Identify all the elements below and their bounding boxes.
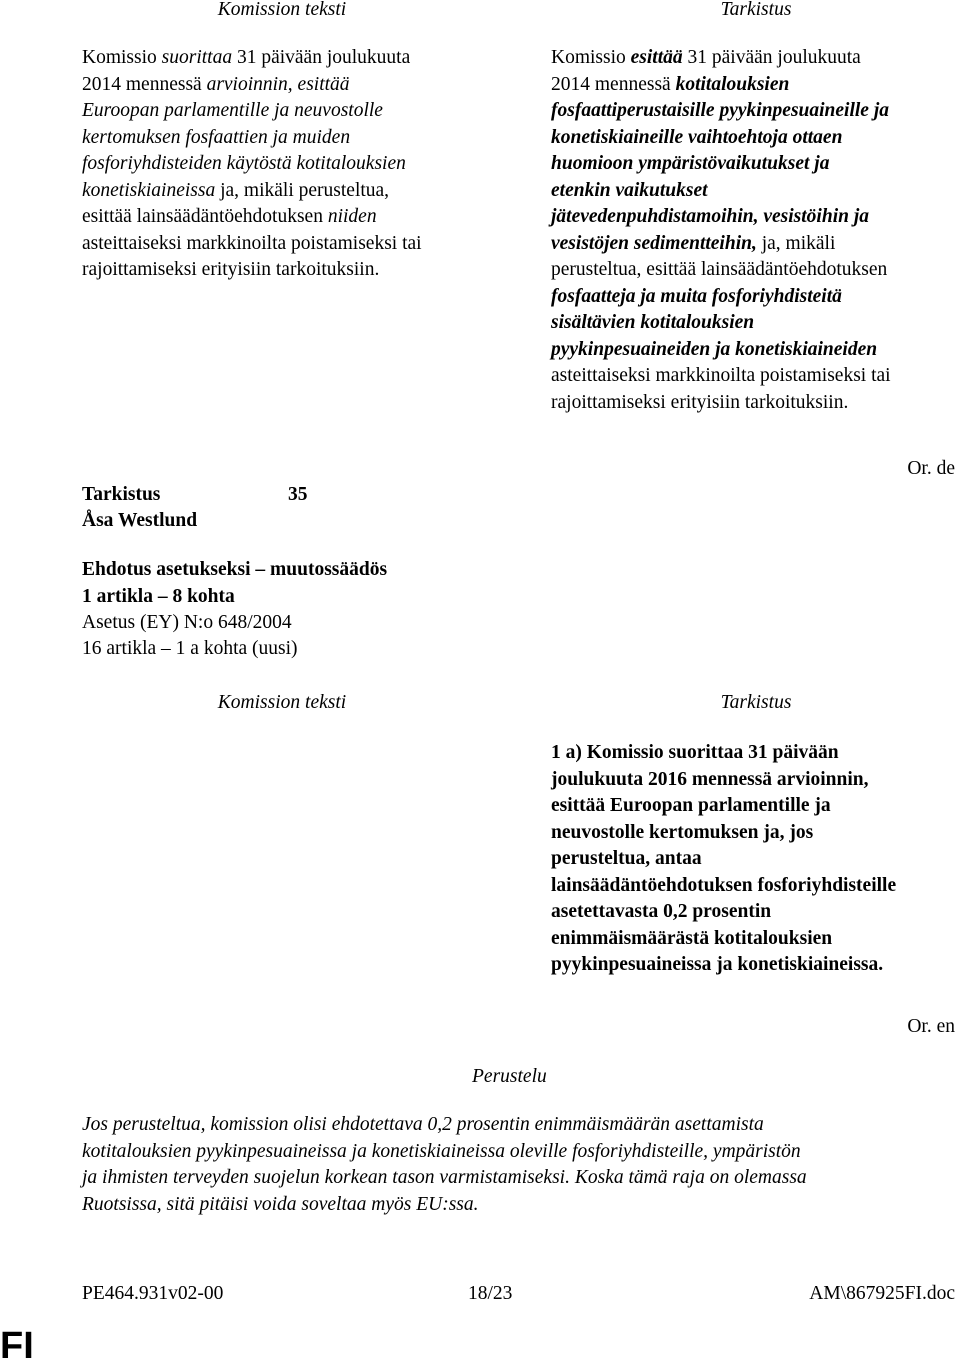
top-right-column-text (551, 45, 941, 416)
text-line (82, 231, 472, 258)
text-line (551, 178, 941, 205)
bottom-left-header: Komission teksti (217, 692, 347, 713)
text-line: asetettavasta 0,2 prosentin (551, 901, 772, 922)
text-line (82, 45, 472, 72)
text-segment: kertomuksen fosfaattien ja muiden (82, 126, 351, 148)
language-code: FI (0, 1325, 34, 1367)
text-line (82, 178, 472, 205)
text-line (551, 310, 941, 337)
text-line (551, 257, 941, 284)
amendment-number: 35 (288, 484, 308, 505)
text-segment: asteittaiseksi markkinoilta poistamiseksi tai (82, 232, 422, 254)
text-line (82, 204, 472, 231)
text-segment: rajoittamiseksi erityisiin tarkoituksiin. (551, 391, 849, 413)
text-segment: suorittaa (161, 47, 233, 68)
text-segment: fosfaatteja ja muita fosforiyhdisteitä (551, 285, 842, 307)
text-segment: kotitalouksien (675, 73, 790, 95)
text-segment: konetiskiaineille vaihtoehtoja ottaen (551, 126, 843, 148)
text-segment: esittää lainsäädäntöehdotuksen (82, 206, 328, 227)
text-segment: pyykinpesuaineiden ja konetiskiaineiden (551, 338, 878, 360)
text-line: Ruotsissa, sitä pitäisi voida soveltaa myös EU:ssa. (82, 1193, 479, 1215)
footer-file-reference: AM\867925FI.doc (809, 1283, 955, 1304)
text-line (551, 284, 941, 311)
text-segment: ja, mikäli perusteltua, (215, 179, 390, 201)
text-segment: etenkin vaikutukset (551, 179, 708, 201)
regulation-reference: Asetus (EY) N:o 648/2004 (82, 612, 292, 633)
text-segment: ja, mikäli (756, 232, 836, 254)
text-segment: Komissio (551, 47, 631, 68)
amendment-author: Åsa Westlund (82, 510, 198, 531)
text-segment: Komissio (82, 47, 162, 68)
text-segment: 31 päivään joulukuuta (232, 47, 411, 68)
text-segment: 2014 mennessä (82, 73, 207, 95)
top-left-column-text (82, 45, 472, 284)
text-line (551, 337, 941, 364)
text-segment: niiden (327, 206, 377, 227)
text-segment: esittää (630, 47, 683, 68)
text-line (551, 125, 941, 152)
text-line: perusteltua, antaa (551, 848, 702, 869)
text-line (551, 231, 941, 258)
text-line: lainsäädäntöehdotuksen fosforiyhdisteille (551, 874, 897, 896)
justification-heading: Perustelu (472, 1066, 547, 1087)
justification-text (82, 1112, 807, 1218)
bottom-right-column-text (551, 740, 896, 979)
text-segment: 2014 mennessä (551, 73, 676, 95)
text-line (551, 363, 941, 390)
text-line (82, 72, 472, 99)
text-line (82, 151, 472, 178)
text-line (82, 98, 472, 125)
text-segment: sisältävien kotitalouksien (551, 312, 755, 333)
text-segment: asteittaiseksi markkinoilta poistamiseksi tai (551, 365, 891, 386)
text-line: joulukuuta 2016 mennessä arvioinnin, (551, 768, 869, 790)
amendment-label: Tarkistus (82, 484, 161, 505)
original-language-de: Or. de (907, 458, 955, 479)
text-segment: konetiskiaineissa (82, 179, 216, 201)
text-line: Jos perusteltua, komission olisi ehdotettava 0,2 prosentin enimmäismäärän asettamista (82, 1114, 764, 1135)
text-segment: fosfaattiperustaisille pyykinpesuaineille ja (551, 100, 889, 121)
text-line (551, 151, 941, 178)
text-segment: perusteltua, esittää lainsäädäntöehdotuksen (551, 259, 888, 280)
text-line: esittää Euroopan parlamentille ja (551, 795, 831, 816)
top-right-header: Tarkistus (720, 0, 792, 20)
proposal-title: Ehdotus asetukseksi – muutossäädös (82, 559, 388, 580)
text-segment: huomioon ympäristövaikutukset ja (551, 153, 830, 174)
text-segment: fosforiyhdisteiden käytöstä kotitalouksien (82, 153, 406, 174)
text-segment: 31 päivään joulukuuta (682, 47, 861, 68)
text-line: pyykinpesuaineissa ja konetiskiaineissa. (551, 954, 884, 975)
footer-doc-reference: PE464.931v02-00 (82, 1283, 224, 1304)
text-segment: vesistöjen sedimentteihin, (551, 232, 757, 254)
text-line (82, 257, 472, 284)
footer-page-number: 18/23 (468, 1283, 513, 1304)
text-segment: rajoittamiseksi erityisiin tarkoituksiin. (82, 259, 380, 280)
text-line: enimmäismäärästä kotitalouksien (551, 927, 833, 949)
text-segment: jätevedenpuhdistamoihin, vesistöihin ja (551, 206, 869, 227)
text-line (551, 72, 941, 99)
text-segment: Euroopan parlamentille ja neuvostolle (82, 100, 383, 121)
text-line (551, 204, 941, 231)
article-reference: 1 artikla – 8 kohta (82, 586, 235, 607)
text-line: ja ihmisten terveyden suojelun korkean tason varmistamiseksi. Koska tämä raja on olemassa (82, 1167, 807, 1188)
text-line (551, 98, 941, 125)
top-left-header: Komission teksti (217, 0, 347, 20)
text-line (551, 390, 941, 417)
text-line: 1 a) Komissio suorittaa 31 päivään (551, 742, 839, 763)
text-line: neuvostolle kertomuksen ja, jos (551, 821, 814, 843)
original-language-en: Or. en (907, 1016, 955, 1037)
text-segment: arvioinnin, esittää (206, 73, 350, 95)
text-line (82, 125, 472, 152)
bottom-right-header: Tarkistus (720, 692, 792, 713)
text-line (551, 45, 941, 72)
paragraph-reference: 16 artikla – 1 a kohta (uusi) (82, 638, 298, 659)
text-line: kotitalouksien pyykinpesuaineissa ja konetiskiaineissa oleville fosforiyhdisteille, ympäristön (82, 1140, 801, 1162)
